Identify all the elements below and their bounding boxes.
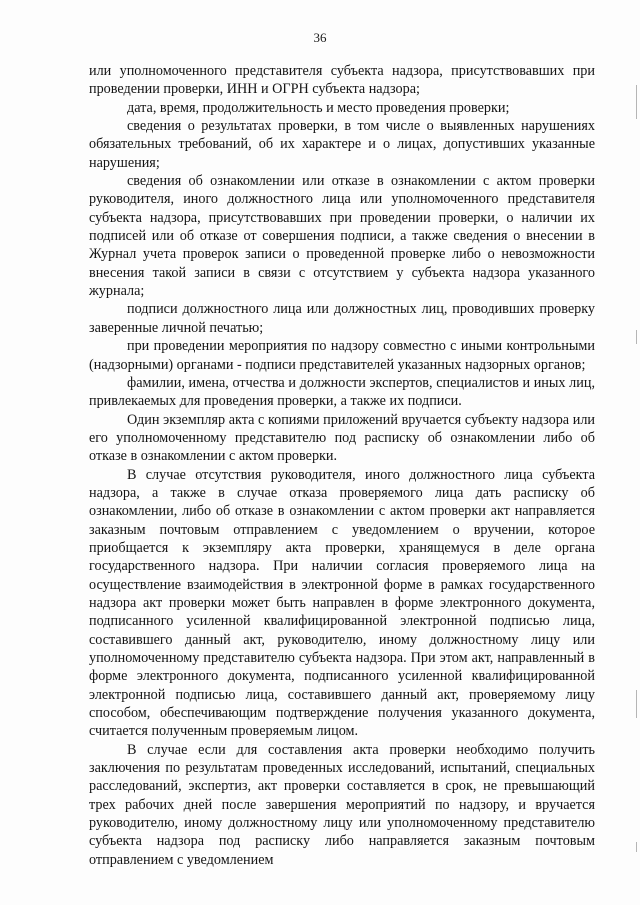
scan-edge-mark [636,85,637,119]
page-number: 36 [313,30,327,45]
scan-edge-mark [636,330,637,344]
paragraph: В случае отсутствия руководителя, иного должностного лица субъекта надзора, а также в случае отказа проверяемого лица дать расписку об ознакомлении, либо об отказе в ознакомлении с актом проверки акт направляется заказным почтовым отправлением с уведомлением о вручении, которое приобщается к экземпляру акта проверки, хранящемуся в деле органа государственного надзора. При наличии согласия проверяемого лица на осуществление взаимодействия в электронной форме в рамках государственного надзора акт проверки может быть направлен в форме электронного документа, подписанного усиленной квалифицированной электронной подписью лица, составившего данный акт, руководителю, иному должностному лицу или уполномоченному представителю субъекта надзора. При этом акт, направленный в форме электронного документа, подписанного усиленной квалифицированной электронной подписью лица, составившего данный акт, проверяемому лицу способом, обеспечивающим подтверждение получения указанного документа, считается полученным проверяемым лицом. [89,466,595,740]
paragraph: или уполномоченного представителя субъекта надзора, присутствовавших при проведении проверки, ИНН и ОГРН субъекта надзора; [89,63,595,98]
paragraph: Один экземпляр акта с копиями приложений вручается субъекту надзора или его уполномоченному представителю под расписку об ознакомлении либо об отказе в ознакомлении с актом проверки. [89,411,595,465]
paragraph: сведения об ознакомлении или отказе в ознакомлении с актом проверки руководителя, иного должностного лица или уполномоченного представителя субъекта надзора, присутствовавших при проведении проверки, о наличии их подписей или об отказе от совершения подписи, а также сведения о внесении в Журнал учета проверок записи о проведенной проверке либо о невозможности внесения такой записи в связи с отсутствием у субъекта надзора указанного журнала; [89,173,595,300]
scan-edge-mark [636,690,637,718]
document-body [89,62,595,869]
paragraph: дата, время, продолжительность и место проведения проверки; [127,99,510,116]
paragraph: фамилии, имена, отчества и должности экспертов, специалистов и иных лиц, привлекаемых для проведения проверки, а также их подписи. [89,374,595,410]
scan-edge-mark [636,842,637,852]
paragraph: сведения о результатах проверки, в том числе о выявленных нарушениях обязательных требований, об их характере и о лицах, допустивших указанные нарушения; [89,118,595,171]
paragraph: подписи должностного лица или должностных лиц, проводивших проверку заверенные личной печатью; [89,301,595,336]
paragraph: В случае если для составления акта проверки необходимо получить заключения по результатам проведенных исследований, испытаний, специальных расследований, экспертиз, акт проверки составляется в срок, не превышающий трех рабочих дней после завершения мероприятий по надзору, и вручается руководителю, иному должностному лицу или уполномоченному представителю субъекта надзора под расписку либо направляется заказным почтовым отправлением с уведомлением [89,741,595,868]
paragraph: при проведении мероприятия по надзору совместно с иными контрольными (надзорными) органами - подписи представителей указанных надзорных органов; [89,338,595,373]
